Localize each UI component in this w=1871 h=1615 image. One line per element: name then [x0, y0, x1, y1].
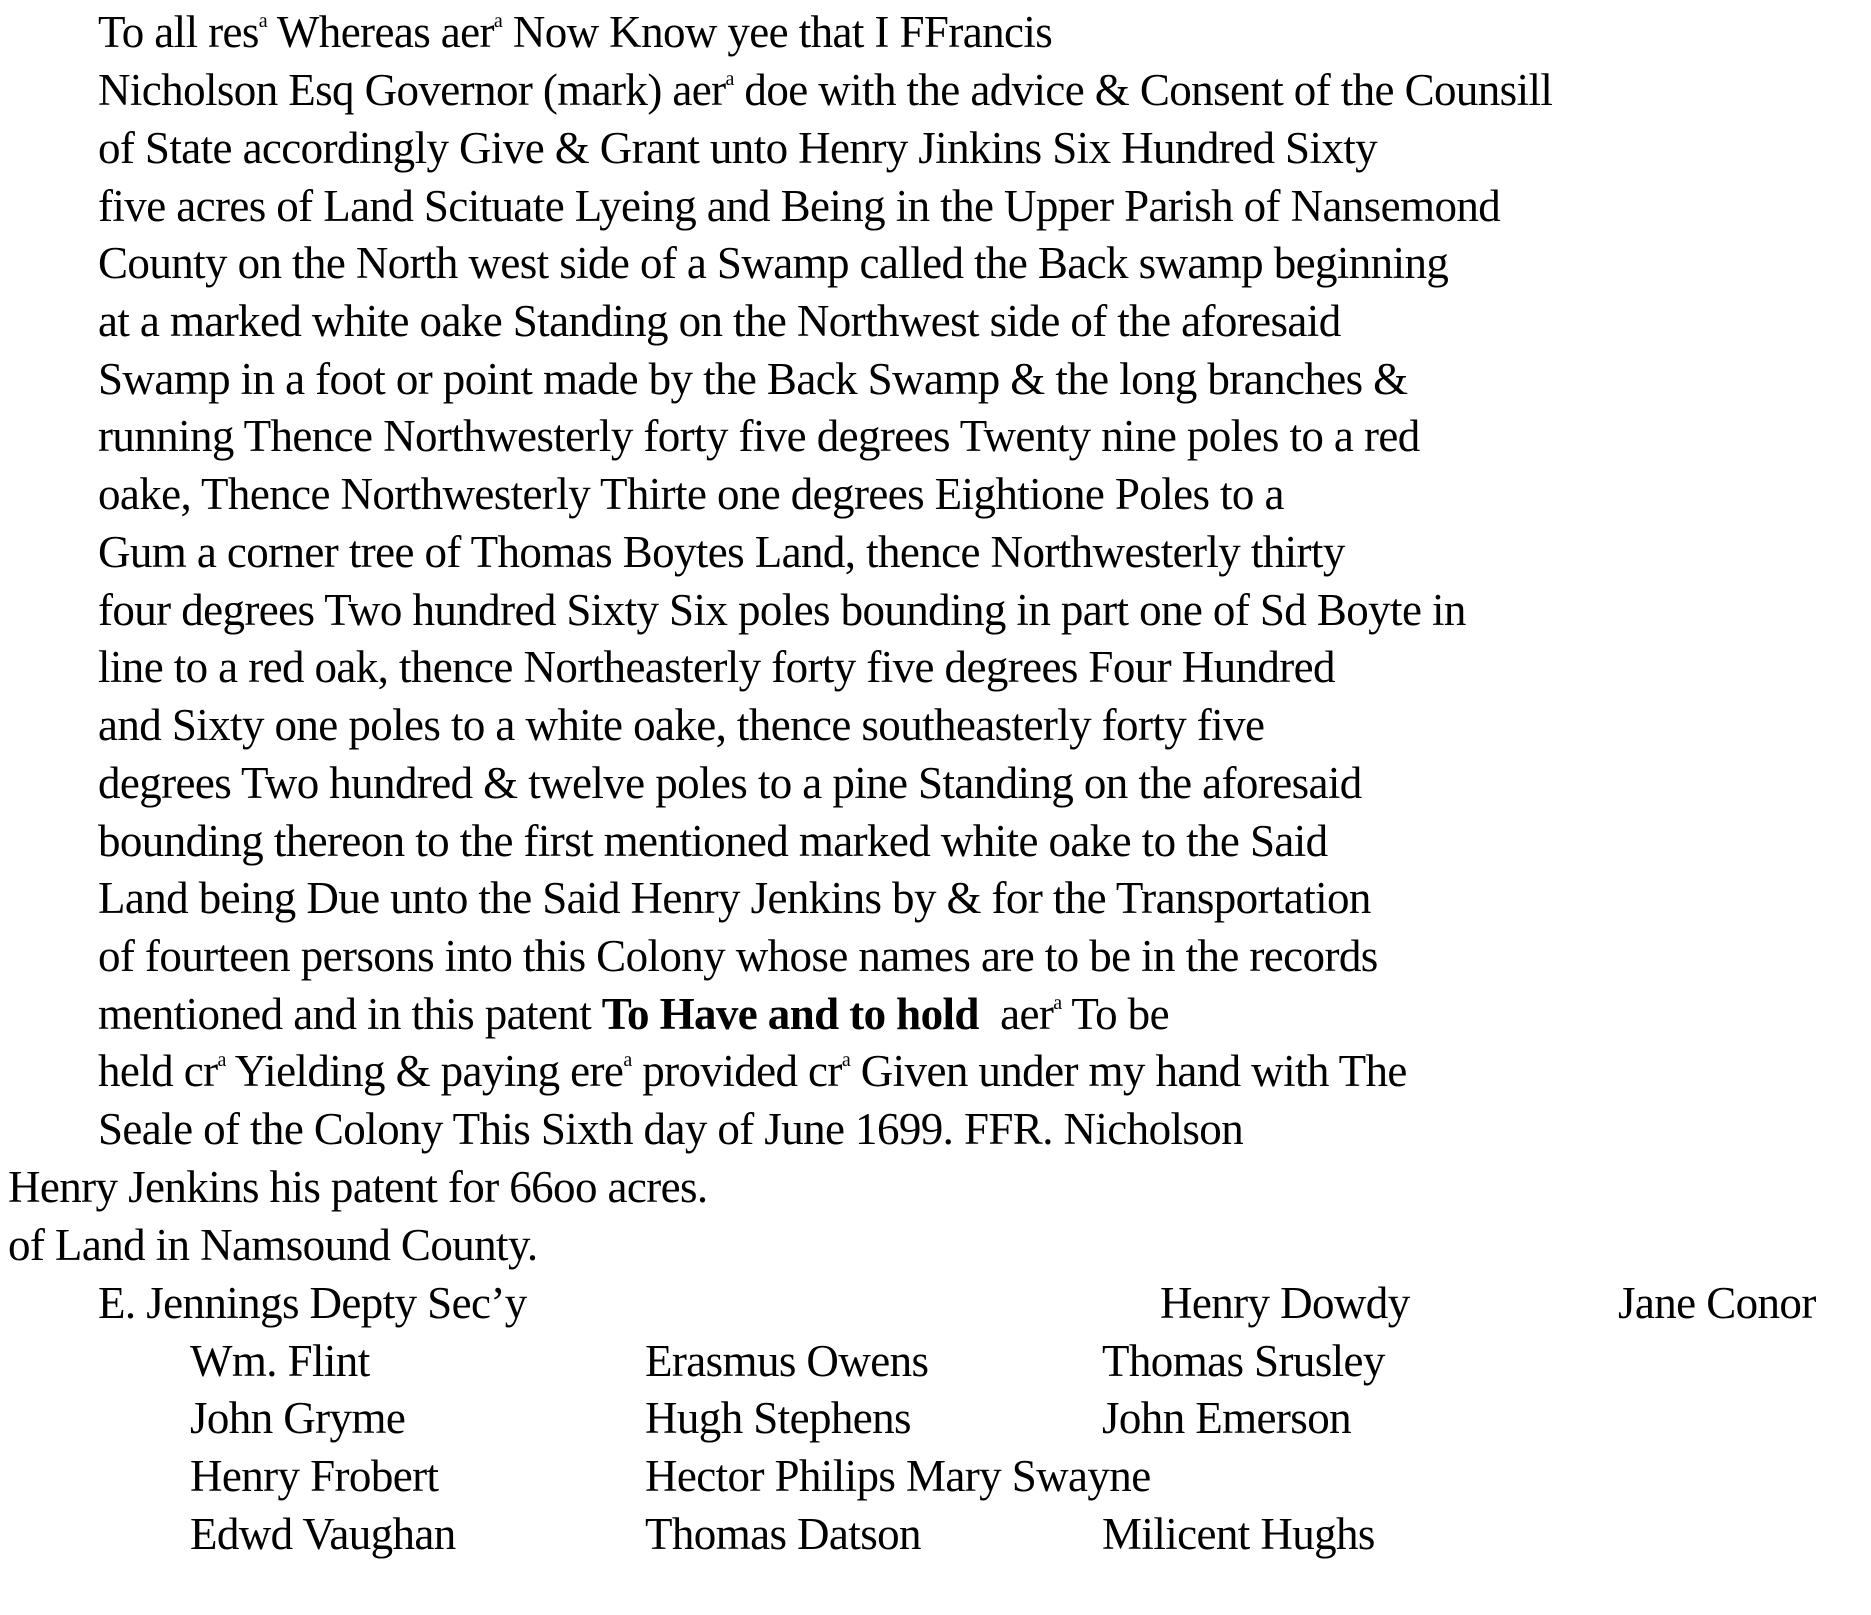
patent-line-4: five acres of Land Scituate Lyeing and Being in the Upper Parish of Nansemond	[98, 181, 1501, 231]
patent-line-9: oake, Thence Northwesterly Thirte one degrees Eightione Poles to a	[98, 469, 1284, 519]
secretary-name: E. Jennings Depty Sec’y	[98, 1278, 527, 1328]
headright-name: John Gryme	[190, 1393, 406, 1443]
endorsement-line-1: Henry Jenkins his patent for 66oo acres.	[8, 1162, 708, 1212]
patent-line-11: four degrees Two hundred Sixty Six poles bounding in part one of Sd Boyte in	[98, 585, 1466, 635]
patent-line-2: Nicholson Esq Governor (mark) aer$^a$ doe with the advice & Consent of the Counsill	[98, 65, 1553, 115]
patent-line-10: Gum a corner tree of Thomas Boytes Land, thence Northwesterly thirty	[98, 527, 1345, 577]
headright-name: Milicent Hughs	[1102, 1509, 1375, 1559]
headright-name: Hector Philips Mary Swayne	[645, 1451, 1151, 1501]
endorsement-line-2: of Land in Namsound County.	[8, 1220, 538, 1270]
headright-name: Erasmus Owens	[645, 1336, 929, 1386]
patent-line-7: Swamp in a foot or point made by the Back Swamp & the long branches &	[98, 354, 1408, 404]
headright-name: Henry Dowdy	[1160, 1278, 1410, 1328]
patent-line-14: degrees Two hundred & twelve poles to a pine Standing on the aforesaid	[98, 758, 1362, 808]
patent-line-3: of State accordingly Give & Grant unto Henry Jinkins Six Hundred Sixty	[98, 123, 1378, 173]
headright-name: Wm. Flint	[190, 1336, 370, 1386]
patent-line-20: Seale of the Colony This Sixth day of June 1699. FFR. Nicholson	[98, 1104, 1244, 1154]
headright-name: Jane Conor	[1618, 1278, 1816, 1328]
patent-line-17: of fourteen persons into this Colony whose names are to be in the records	[98, 931, 1378, 981]
patent-line-5: County on the North west side of a Swamp called the Back swamp beginning	[98, 238, 1449, 288]
headright-name: Thomas Srusley	[1102, 1336, 1385, 1386]
headright-name: Edwd Vaughan	[190, 1509, 456, 1559]
patent-line-8: running Thence Northwesterly forty five degrees Twenty nine poles to a red	[98, 411, 1420, 461]
headright-name: Thomas Datson	[645, 1509, 921, 1559]
patent-line-6: at a marked white oake Standing on the Northwest side of the aforesaid	[98, 296, 1341, 346]
habendum-clause: To Have and to hold	[601, 989, 979, 1039]
patent-line-12: line to a red oak, thence Northeasterly forty five degrees Four Hundred	[98, 642, 1335, 692]
patent-line-18: mentioned and in this patent To Have and to hold aer$^a$ To be	[98, 989, 1169, 1039]
headright-name: Henry Frobert	[190, 1451, 439, 1501]
patent-line-16: Land being Due unto the Said Henry Jenkins by & for the Transportation	[98, 873, 1371, 923]
headright-name: John Emerson	[1102, 1393, 1352, 1443]
patent-line-13: and Sixty one poles to a white oake, thence southeasterly forty five	[98, 700, 1265, 750]
patent-line-1: To all res$^a$ Whereas aer$^a$ Now Know yee that I FFrancis	[98, 7, 1053, 57]
headright-name: Hugh Stephens	[645, 1393, 911, 1443]
patent-line-15: bounding thereon to the first mentioned marked white oake to the Said	[98, 816, 1328, 866]
patent-line-19: held $cr^a$ Yielding & paying ere$^a$ provided $cr^a$ Given under my hand with The	[98, 1046, 1407, 1096]
